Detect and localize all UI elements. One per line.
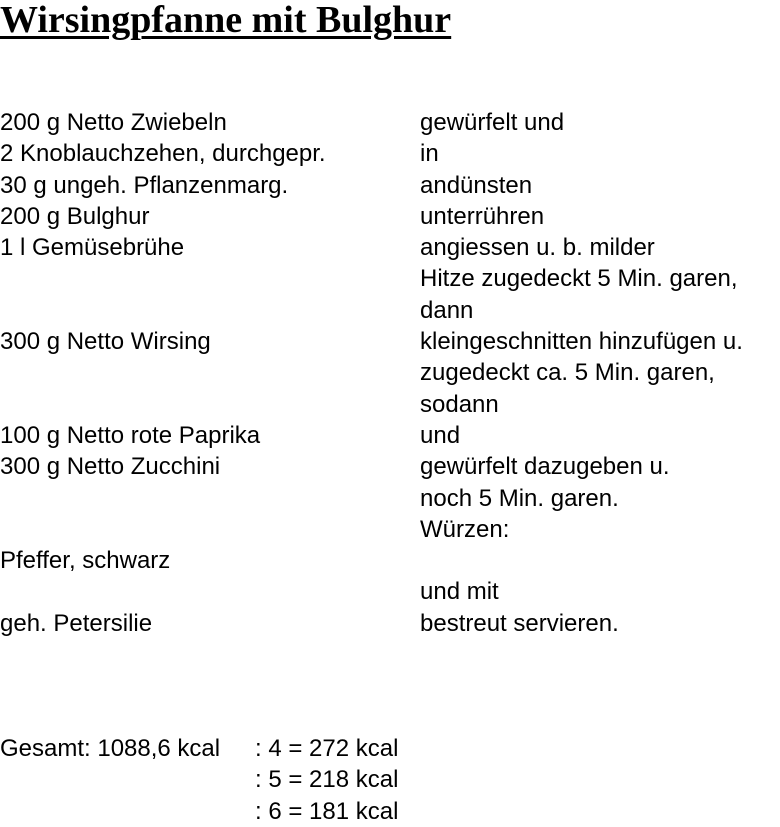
recipe-row — [0, 483, 743, 514]
recipe-row — [0, 295, 743, 326]
instruction: gewürfelt dazugeben u. — [420, 453, 670, 481]
instruction: andünsten — [420, 171, 533, 199]
ingredient: 200 g Bulghur — [0, 202, 150, 230]
calorie-per-serving: : 4 = 272 kcal — [255, 735, 399, 762]
ingredient: geh. Petersilie — [0, 609, 153, 637]
recipe-row — [0, 138, 743, 169]
calorie-row — [0, 764, 398, 795]
recipe-row — [0, 263, 743, 294]
instruction: gewürfelt und — [420, 109, 565, 136]
instruction: kleingeschnitten hinzufügen u. — [420, 328, 743, 356]
instruction: in — [420, 140, 439, 168]
ingredient — [0, 295, 420, 326]
recipe-row — [0, 201, 743, 232]
instruction: unterrühren — [420, 202, 545, 230]
calorie-row — [0, 733, 398, 764]
recipe-row — [0, 545, 743, 576]
recipe-row — [0, 389, 743, 420]
ingredient — [0, 576, 420, 607]
recipe-table — [0, 107, 743, 639]
instruction: dann — [420, 296, 474, 324]
ingredient: 30 g ungeh. Pflanzenmarg. — [0, 171, 289, 199]
recipe-row — [0, 170, 743, 201]
recipe-row — [0, 451, 743, 482]
calorie-spacer — [0, 764, 255, 795]
recipe-title: Wirsingpfanne mit Bulghur — [0, 0, 452, 41]
recipe-row — [0, 514, 743, 545]
ingredient: 300 g Netto Wirsing — [0, 328, 211, 356]
instruction: angiessen u. b. milder — [420, 234, 655, 262]
calorie-per-serving: : 5 = 218 kcal — [255, 766, 399, 794]
instruction: Würzen: — [420, 515, 510, 543]
recipe-row — [0, 232, 743, 263]
ingredient — [0, 514, 420, 545]
instruction: sodann — [420, 390, 499, 418]
instruction: noch 5 Min. garen. — [420, 484, 619, 512]
instruction: zugedeckt ca. 5 Min. garen, — [420, 359, 715, 387]
ingredient: 300 g Netto Zucchini — [0, 453, 221, 481]
ingredient — [0, 483, 420, 514]
ingredient — [0, 357, 420, 388]
ingredient: 200 g Netto Zwiebeln — [0, 109, 227, 136]
recipe-row — [0, 576, 743, 607]
calorie-total-label: Gesamt: 1088,6 kcal — [0, 735, 221, 762]
recipe-row — [0, 420, 743, 451]
ingredient: Pfeffer, schwarz — [0, 547, 171, 575]
calorie-totals — [0, 733, 398, 827]
calorie-per-serving: : 6 = 181 kcal — [255, 797, 399, 825]
recipe-row — [0, 107, 743, 138]
ingredient — [0, 389, 420, 420]
ingredient: 100 g Netto rote Paprika — [0, 421, 261, 449]
instruction: und — [420, 421, 461, 449]
ingredient — [0, 263, 420, 294]
instruction: bestreut servieren. — [420, 609, 619, 637]
recipe-row — [0, 357, 743, 388]
ingredient: 1 l Gemüsebrühe — [0, 234, 185, 262]
instruction: und mit — [420, 578, 499, 606]
calorie-spacer — [0, 796, 255, 827]
recipe-row — [0, 326, 743, 357]
recipe-row — [0, 608, 743, 639]
ingredient: 2 Knoblauchzehen, durchgepr. — [0, 140, 326, 168]
instruction: Hitze zugedeckt 5 Min. garen, — [420, 265, 738, 293]
calorie-row — [0, 796, 398, 827]
